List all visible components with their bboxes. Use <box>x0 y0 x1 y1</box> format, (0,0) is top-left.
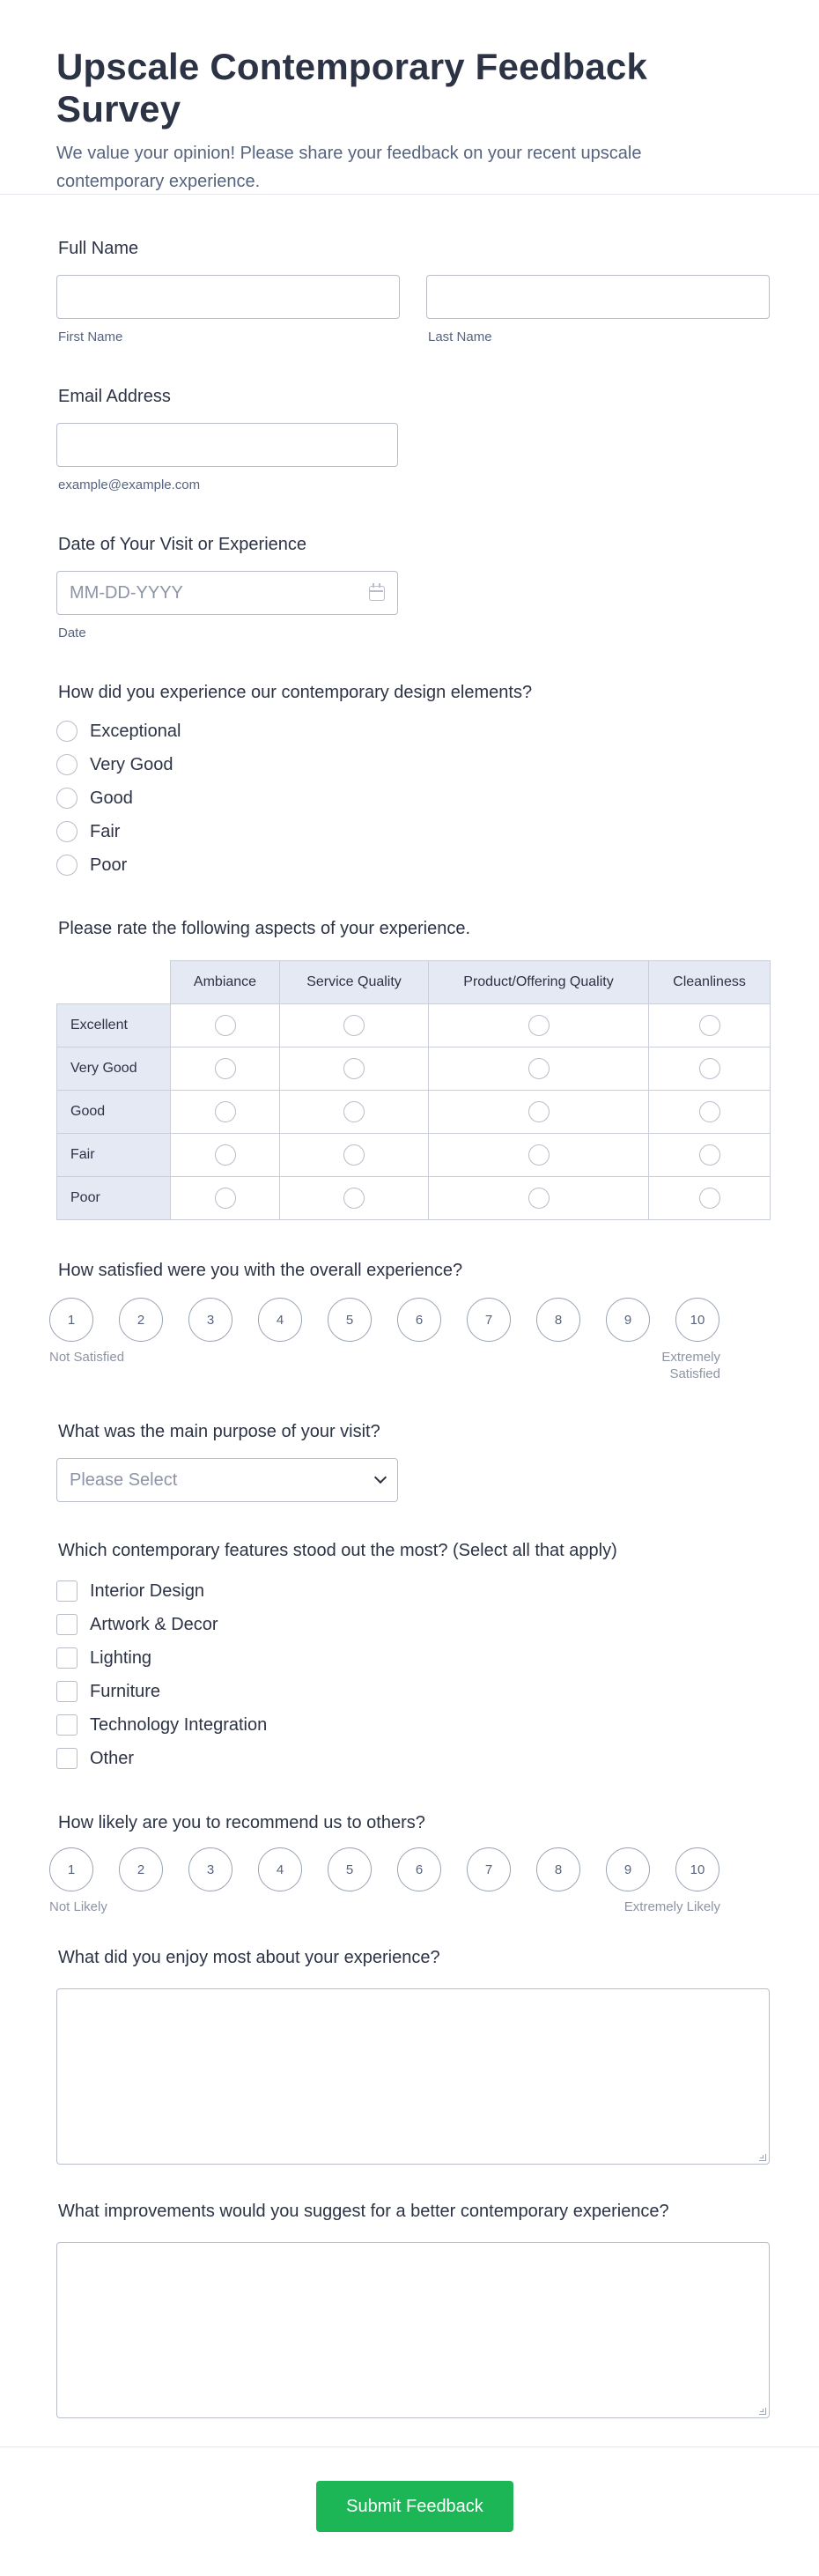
option-label: Interior Design <box>90 1580 205 1601</box>
design-option-very-good[interactable] <box>56 751 173 778</box>
enjoy-label: What did you enjoy most about your experience? <box>58 1948 440 1967</box>
radio-button[interactable] <box>56 754 77 775</box>
recommend-option-8[interactable]: 8 <box>536 1847 580 1891</box>
purpose-select[interactable] <box>56 1458 398 1502</box>
satisfaction-high-label-line1: Extremely <box>661 1350 720 1365</box>
recommend-option-5[interactable]: 5 <box>328 1847 372 1891</box>
recommend-scale <box>49 1847 745 1891</box>
visit-date-placeholder: MM-DD-YYYY <box>70 583 183 603</box>
satisfaction-scale <box>49 1298 745 1342</box>
form-footer <box>0 2446 819 2576</box>
option-label: Artwork & Decor <box>90 1614 218 1634</box>
radio-button[interactable] <box>56 855 77 876</box>
features-label: Which contemporary features stood out the most? (Select all that apply) <box>58 1541 617 1560</box>
option-label: Furniture <box>90 1681 161 1701</box>
satisfaction-option-5[interactable]: 5 <box>328 1298 372 1342</box>
feature-option-other[interactable] <box>56 1745 134 1772</box>
checkbox[interactable] <box>56 1714 77 1736</box>
matrix-radio[interactable] <box>343 1188 365 1209</box>
chevron-down-icon <box>374 1471 387 1484</box>
design-option-poor[interactable] <box>56 852 127 878</box>
visit-date-input[interactable] <box>56 571 398 615</box>
satisfaction-option-4[interactable]: 4 <box>258 1298 302 1342</box>
option-label: Fair <box>90 821 121 841</box>
last-name-sublabel: Last Name <box>428 329 492 344</box>
recommend-option-6[interactable]: 6 <box>397 1847 441 1891</box>
matrix-row-label: Fair <box>57 1134 171 1177</box>
page-subtitle: We value your opinion! Please share your feedback on your recent upscale contemporary experience. <box>56 144 642 191</box>
recommend-option-2[interactable]: 2 <box>119 1847 163 1891</box>
recommend-low-label: Not Likely <box>49 1899 107 1914</box>
matrix-radio[interactable] <box>699 1188 720 1209</box>
option-label: Other <box>90 1748 135 1768</box>
recommend-option-9[interactable]: 9 <box>606 1847 650 1891</box>
satisfaction-option-3[interactable]: 3 <box>188 1298 232 1342</box>
feature-option-technology[interactable] <box>56 1712 267 1738</box>
first-name-input[interactable] <box>56 275 400 319</box>
calendar-icon[interactable] <box>369 586 385 601</box>
matrix-radio[interactable] <box>699 1101 720 1122</box>
matrix-radio[interactable] <box>528 1015 550 1036</box>
matrix-col-cleanliness: Cleanliness <box>649 961 771 1004</box>
matrix-row-good <box>57 1091 771 1134</box>
recommend-option-3[interactable]: 3 <box>188 1847 232 1891</box>
matrix-radio[interactable] <box>343 1058 365 1079</box>
design-option-good[interactable] <box>56 785 133 811</box>
matrix-row-label: Poor <box>57 1177 171 1220</box>
feature-option-lighting[interactable] <box>56 1645 151 1671</box>
matrix-radio[interactable] <box>528 1101 550 1122</box>
matrix-row-poor <box>57 1177 771 1220</box>
satisfaction-option-1[interactable]: 1 <box>49 1298 93 1342</box>
recommend-option-4[interactable]: 4 <box>258 1847 302 1891</box>
purpose-label: What was the main purpose of your visit? <box>58 1422 380 1441</box>
resize-grip-icon[interactable] <box>759 2154 766 2161</box>
full-name-label: Full Name <box>58 239 139 258</box>
survey-form <box>0 195 819 2516</box>
recommend-high-label: Extremely Likely <box>623 1899 720 1914</box>
design-option-fair[interactable] <box>56 818 120 845</box>
recommend-option-7[interactable]: 7 <box>467 1847 511 1891</box>
checkbox[interactable] <box>56 1748 77 1769</box>
matrix-radio[interactable] <box>215 1015 236 1036</box>
radio-button[interactable] <box>56 788 77 809</box>
matrix-corner <box>57 961 171 1004</box>
matrix-row-fair <box>57 1134 771 1177</box>
option-label: Lighting <box>90 1647 152 1668</box>
satisfaction-low-label: Not Satisfied <box>49 1350 125 1365</box>
matrix-radio[interactable] <box>215 1144 236 1166</box>
option-label: Technology Integration <box>90 1714 268 1735</box>
satisfaction-option-8[interactable]: 8 <box>536 1298 580 1342</box>
last-name-input[interactable] <box>426 275 770 319</box>
matrix-row-very-good <box>57 1047 771 1091</box>
email-label: Email Address <box>58 387 171 406</box>
radio-button[interactable] <box>56 721 77 742</box>
feature-option-furniture[interactable] <box>56 1678 160 1705</box>
checkbox[interactable] <box>56 1614 77 1635</box>
matrix-radio[interactable] <box>215 1188 236 1209</box>
matrix-col-service-quality: Service Quality <box>280 961 429 1004</box>
satisfaction-option-9[interactable]: 9 <box>606 1298 650 1342</box>
matrix-radio[interactable] <box>215 1101 236 1122</box>
recommend-label: How likely are you to recommend us to others? <box>58 1813 425 1832</box>
matrix-row-label: Good <box>57 1091 171 1134</box>
matrix-radio[interactable] <box>343 1144 365 1166</box>
option-label: Poor <box>90 855 128 875</box>
enjoy-textarea[interactable] <box>56 1988 770 2165</box>
checkbox[interactable] <box>56 1681 77 1702</box>
email-input[interactable] <box>56 423 398 467</box>
satisfaction-option-2[interactable]: 2 <box>119 1298 163 1342</box>
email-sublabel: example@example.com <box>58 477 201 492</box>
matrix-radio[interactable] <box>699 1015 720 1036</box>
matrix-col-ambiance: Ambiance <box>171 961 280 1004</box>
option-label: Good <box>90 788 133 808</box>
feature-option-interior-design[interactable] <box>56 1578 204 1604</box>
option-label: Exceptional <box>90 721 181 741</box>
satisfaction-label: How satisfied were you with the overall experience? <box>58 1261 463 1280</box>
feature-option-artwork-decor[interactable] <box>56 1611 218 1638</box>
resize-grip-icon[interactable] <box>759 2408 766 2415</box>
matrix-row-label: Excellent <box>57 1004 171 1047</box>
design-elements-label: How did you experience our contemporary design elements? <box>58 683 533 702</box>
submit-button[interactable]: Submit Feedback <box>316 2481 513 2532</box>
matrix-radio[interactable] <box>528 1144 550 1166</box>
matrix-radio[interactable] <box>343 1101 365 1122</box>
improvements-textarea[interactable] <box>56 2242 770 2418</box>
matrix-row-excellent <box>57 1004 771 1047</box>
matrix-radio[interactable] <box>699 1058 720 1079</box>
radio-button[interactable] <box>56 821 77 842</box>
page-title: Upscale Contemporary Feedback Survey <box>56 46 648 130</box>
matrix-radio[interactable] <box>215 1058 236 1079</box>
visit-date-sublabel: Date <box>58 625 86 640</box>
recommend-option-10[interactable]: 10 <box>675 1847 719 1891</box>
satisfaction-option-10[interactable]: 10 <box>675 1298 719 1342</box>
design-option-exceptional[interactable] <box>56 718 181 744</box>
matrix-radio[interactable] <box>699 1144 720 1166</box>
matrix-row-label: Very Good <box>57 1047 171 1091</box>
option-label: Very Good <box>90 754 173 774</box>
form-header <box>0 0 819 195</box>
first-name-sublabel: First Name <box>58 329 123 344</box>
satisfaction-option-6[interactable]: 6 <box>397 1298 441 1342</box>
checkbox[interactable] <box>56 1580 77 1602</box>
improvements-label: What improvements would you suggest for a better contemporary experience? <box>58 2202 669 2221</box>
aspects-matrix <box>56 960 771 1220</box>
matrix-radio[interactable] <box>528 1188 550 1209</box>
matrix-radio[interactable] <box>343 1015 365 1036</box>
matrix-radio[interactable] <box>528 1058 550 1079</box>
satisfaction-option-7[interactable]: 7 <box>467 1298 511 1342</box>
purpose-placeholder: Please Select <box>70 1470 178 1490</box>
checkbox[interactable] <box>56 1647 77 1669</box>
aspects-label: Please rate the following aspects of your experience. <box>58 919 471 938</box>
visit-date-label: Date of Your Visit or Experience <box>58 535 307 554</box>
matrix-col-product-quality: Product/Offering Quality <box>429 961 649 1004</box>
recommend-option-1[interactable]: 1 <box>49 1847 93 1891</box>
satisfaction-high-label-line2: Satisfied <box>669 1366 720 1381</box>
